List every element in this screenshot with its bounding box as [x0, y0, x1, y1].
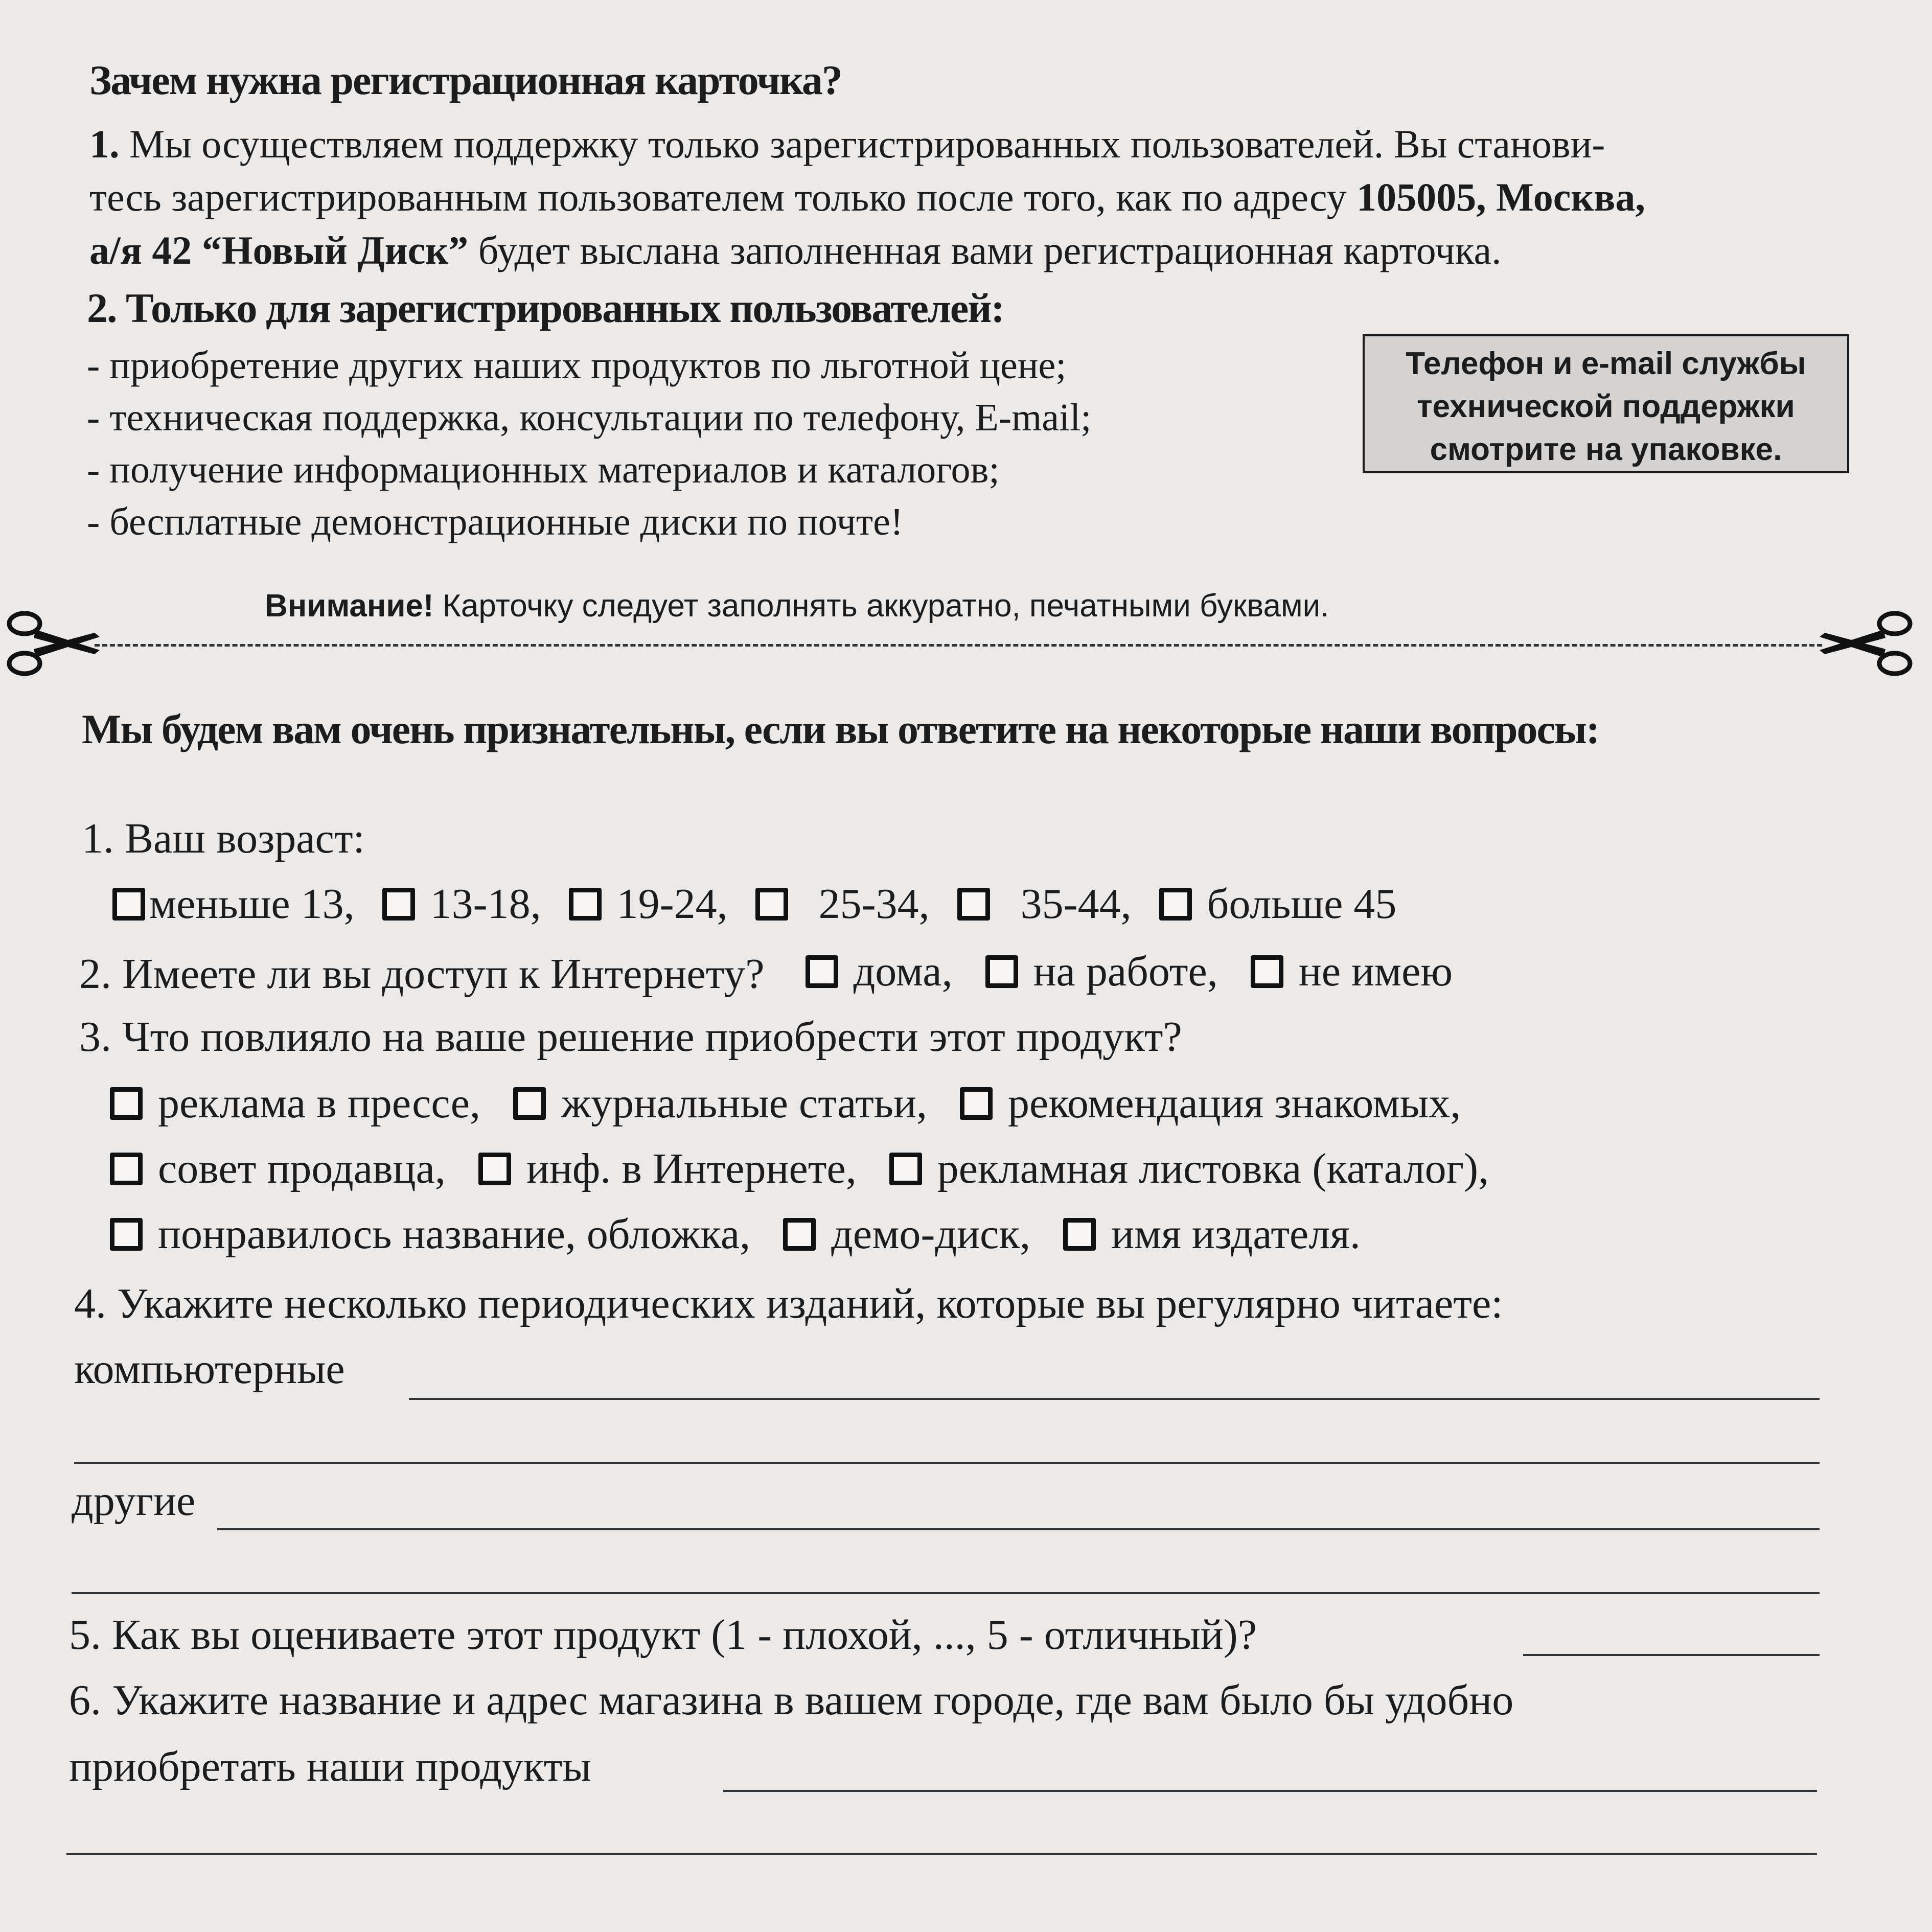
- q6-label-2: приобретать наши продукты: [69, 1743, 591, 1790]
- checkbox-icon[interactable]: [110, 1153, 143, 1185]
- q1-label: 1. Ваш возраст:: [82, 815, 365, 862]
- support-info-line: Телефон и e-mail службы: [1406, 346, 1806, 381]
- computer-magazines-field[interactable]: [409, 1398, 1820, 1400]
- benefit-item: - бесплатные демонстрационные диски по почте!: [87, 500, 904, 543]
- age-option[interactable]: [382, 879, 541, 929]
- influence-option[interactable]: [110, 1209, 750, 1259]
- q6-label: 6. Укажите название и адрес магазина в вашем городе, где вам было бы удобно: [69, 1676, 1514, 1724]
- scissors-icon: [0, 603, 102, 685]
- attention-text: Карточку следует заполнять аккуратно, печатными буквами.: [442, 588, 1329, 624]
- section1-text3: будет выслана заполненная вами регистрационная карточка.: [478, 228, 1502, 272]
- age-option[interactable]: [755, 879, 930, 929]
- checkbox-icon[interactable]: [478, 1153, 511, 1185]
- q3-options-row3: [110, 1209, 1361, 1259]
- section2-title: 2. Только для зарегистрированных пользователей:: [87, 285, 1004, 331]
- scissors-icon: [1817, 603, 1919, 685]
- influence-option[interactable]: [960, 1078, 1461, 1128]
- influence-option-label: рекомендация знакомых,: [1008, 1079, 1461, 1127]
- age-option[interactable]: [1159, 879, 1397, 929]
- survey-intro: Мы будем вам очень признательны, если вы ответите на некоторые наши вопросы:: [82, 706, 1599, 752]
- checkbox-icon[interactable]: [957, 888, 990, 921]
- influence-option-label: имя издателя.: [1111, 1210, 1361, 1258]
- store-field[interactable]: [723, 1790, 1817, 1792]
- q3-options-row1: [110, 1078, 1461, 1128]
- rating-field[interactable]: [1523, 1654, 1820, 1656]
- internet-option[interactable]: [806, 947, 953, 996]
- address-postcode: 105005, Москва,: [1356, 175, 1645, 219]
- q4-label: 4. Укажите несколько периодических изданий, которые вы регулярно читаете:: [74, 1280, 1503, 1327]
- section1-text1: Мы осуществляем поддержку только зарегистрированных пользователей. Вы станови-: [129, 122, 1605, 166]
- influence-option-label: инф. в Интернете,: [526, 1145, 857, 1192]
- influence-option-label: журнальные статьи,: [561, 1079, 928, 1127]
- influence-option[interactable]: [783, 1209, 1030, 1259]
- cut-line: [95, 644, 1822, 647]
- influence-option-label: демо-диск,: [831, 1210, 1031, 1258]
- internet-option[interactable]: [1251, 947, 1453, 996]
- influence-option[interactable]: [1063, 1209, 1361, 1259]
- computer-magazines-field-2[interactable]: [74, 1462, 1820, 1464]
- influence-option-label: рекламная листовка (каталог),: [937, 1145, 1489, 1192]
- q3-options-row2: [110, 1144, 1489, 1193]
- checkbox-icon[interactable]: [513, 1087, 546, 1120]
- checkbox-icon[interactable]: [382, 888, 415, 921]
- checkbox-icon[interactable]: [755, 888, 788, 921]
- q4-other-label: другие: [72, 1477, 196, 1525]
- benefit-item: - техническая поддержка, консультации по телефону, E-mail;: [87, 396, 1092, 439]
- q4-computer-label: компьютерные: [74, 1345, 345, 1393]
- section1-line2: [89, 171, 1645, 224]
- section1-text2: тесь зарегистрированным пользователем только после того, как по адресу: [89, 175, 1347, 219]
- influence-option[interactable]: [889, 1144, 1489, 1193]
- attention-note: [265, 588, 1329, 624]
- age-option[interactable]: [957, 879, 1132, 929]
- q2-label: 2. Имеете ли вы доступ к Интернету?: [79, 950, 765, 998]
- q3-label: 3. Что повлияло на ваше решение приобрести этот продукт?: [79, 1013, 1182, 1061]
- section1-number: 1.: [89, 122, 120, 166]
- checkbox-icon[interactable]: [783, 1218, 816, 1251]
- other-magazines-field[interactable]: [217, 1528, 1820, 1530]
- influence-option-label: понравилось название, обложка,: [158, 1210, 751, 1258]
- checkbox-icon[interactable]: [1251, 955, 1283, 988]
- address-box: а/я 42 “Новый Диск”: [89, 228, 469, 272]
- support-info-line: смотрите на упаковке.: [1430, 432, 1782, 467]
- influence-option[interactable]: [513, 1078, 927, 1128]
- attention-label: Внимание!: [265, 588, 434, 624]
- internet-option[interactable]: [985, 947, 1218, 996]
- age-option[interactable]: [569, 879, 728, 929]
- internet-option-label: на работе,: [1033, 948, 1218, 995]
- internet-option-label: дома,: [853, 948, 953, 995]
- age-option-label: 25-34,: [818, 880, 930, 928]
- other-magazines-field-2[interactable]: [72, 1592, 1820, 1594]
- store-field-2[interactable]: [66, 1853, 1817, 1855]
- influence-option[interactable]: [478, 1144, 857, 1193]
- checkbox-icon[interactable]: [569, 888, 602, 921]
- influence-option[interactable]: [110, 1144, 446, 1193]
- age-option-label: 13-18,: [430, 880, 541, 928]
- section1-line1: [89, 118, 1605, 171]
- age-option-label: 19-24,: [616, 880, 728, 928]
- checkbox-icon[interactable]: [960, 1087, 993, 1120]
- influence-option-label: совет продавца,: [158, 1145, 446, 1192]
- section1-line3: [89, 224, 1502, 277]
- influence-option[interactable]: [110, 1078, 480, 1128]
- influence-option-label: реклама в прессе,: [158, 1079, 481, 1127]
- age-option-label: 35-44,: [1020, 880, 1132, 928]
- checkbox-icon[interactable]: [985, 955, 1018, 988]
- support-info-line: технической поддержки: [1417, 389, 1795, 424]
- benefit-item: - получение информационных материалов и каталогов;: [87, 448, 1000, 491]
- page-title: Зачем нужна регистрационная карточка?: [89, 57, 842, 103]
- checkbox-icon[interactable]: [1159, 888, 1192, 921]
- q5-label: 5. Как вы оцениваете этот продукт (1 - плохой, ..., 5 - отличный)?: [69, 1611, 1257, 1659]
- checkbox-icon[interactable]: [889, 1153, 922, 1185]
- support-info-box: [1363, 334, 1849, 473]
- benefit-item: - приобретение других наших продуктов по льготной цене;: [87, 344, 1067, 387]
- checkbox-icon[interactable]: [1063, 1218, 1096, 1251]
- q1-options: [112, 879, 1396, 929]
- q2-row: [79, 947, 1453, 999]
- checkbox-icon[interactable]: [112, 888, 145, 921]
- checkbox-icon[interactable]: [110, 1218, 143, 1251]
- internet-option-label: не имею: [1298, 948, 1453, 995]
- checkbox-icon[interactable]: [806, 955, 838, 988]
- checkbox-icon[interactable]: [110, 1087, 143, 1120]
- age-option-label: больше 45: [1207, 880, 1397, 928]
- age-option[interactable]: [112, 879, 355, 929]
- age-option-label: меньше 13,: [149, 880, 355, 928]
